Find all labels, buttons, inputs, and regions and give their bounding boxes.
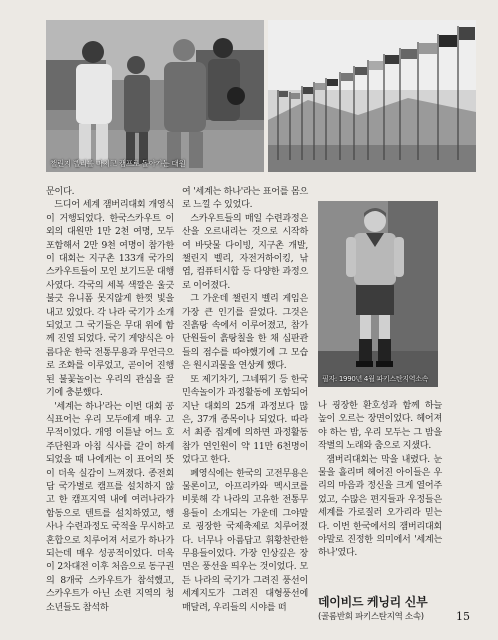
flags-photo <box>268 20 476 172</box>
article-column-1 <box>46 186 174 615</box>
page-number: 15 <box>456 610 470 623</box>
paragraph: '세계는 하나'라는 이번 대회 공식표어는 우리 모두에게 매우 고무적이었다. 개영 이튿날 어느 호주단원과 아침 식사를 같이 하게 되었을 때 나에게는 이 표어의 뜻이 더욱 실감이 느껴졌다. 종전회담 국가별로 캠프를 설치하지 않고 한 캠프지역 내에 여러나라가 함동으로 텐트를 설치하였고, 행사나 수련과정도 국적을 무시하고 혼합으로 치루어져 서로가 하나가 되는데 매우 성공적이었다. 더욱이 2차대전 이후 처음으로 동구권의 8개국 스카우트가 참석했고, 스카우트가 아닌 소련 지역의 청소년들도 참석하 <box>46 401 174 613</box>
scouts-walking-photo <box>46 20 264 172</box>
author-name: 데이비드 케닝리 신부 <box>318 595 428 609</box>
paragraph: 드디어 세계 잼버리대회 개영식이 거행되었다. 한국스카우트 이외의 대원만 1만 2천 여명, 모두 포함해서 2만 9천 여명이 참가한 이 대회는 지구촌 133개 국가의 스카우트들이 모인 보기드문 대행사였다. 각국의 세복 색깔은 울긋불긋 유니폼 못지않게 한껏 빛을 내고 있었다. 각 나라 국기가 소개되었고 그 국기들은 무대 위에 함께 진열 되었다. 국기 게양식은 아름다운 한국 전통무용과 무언극으로 조화를 이루었고, 곧이어 진행된 불꽃놀이는 우리의 관심을 끌기에 충분했다. <box>46 200 174 399</box>
paragraph: 그 가운데 챌린지 벨리 게임은 가장 큰 인기를 끌었다. 그것은 진흙탕 속에서 이루어졌고, 참가 단원들이 흙탕칠을 한 채 심판관들의 점수를 따야했기에 그 모습은 원시괴물을 연상케 했다. <box>182 294 308 372</box>
paragraph: 문이다. <box>46 187 75 197</box>
flags-illustration <box>268 20 476 172</box>
paragraph: 여 '세계는 하나'라는 표어를 몸으로 느낄 수 있었다. <box>182 187 309 211</box>
article-column-2 <box>182 186 308 615</box>
photo-caption: 챌린지 벨리를 마치고 캠프로 돌아가는 대원 <box>50 159 186 168</box>
article-column-3 <box>318 400 442 561</box>
author-illustration <box>318 201 438 387</box>
author-affiliation: (골롬반회 파키스탄지역 소속) <box>318 612 424 622</box>
paragraph: 잼버리대회는 막을 내렸다. 눈물을 흘리며 헤어진 아이들은 우리의 마음과 정신을 크게 열어주었고, 수많은 편지들과 우정들은 세계를 가로질러 오가리라 믿는다. 이번 한국에서의 잼버리대회야말로 진정한 의미에서 '세계는 하나'였다. <box>318 454 442 559</box>
paragraph: 또 제기차기, 그네뛰기 등 한국 민속놀이가 과정활동에 포함되어 지난 대회의 25개 과정보다 많은, 37개 종목이나 되었다. 따라서 최종 집계에 의하면 과정활동 참가 연인원이 약 11만 6천명이었다고 한다. <box>182 374 308 466</box>
scouts-walking-illustration <box>46 20 264 172</box>
paragraph: 폐영식에는 한국의 고전무용은 물론이고, 아프리카와 멕시코를 비롯해 각 나라의 고유한 전통무용들이 소개되는 가운데 그야말로 굉장한 국제축제로 치루어졌다. 너무나 아름답고 휘황찬란한 무용들이었다. 가장 인상깊은 장면은 풍선을 띄우는 것이었다. 모든 나라의 국기가 그려진 풍선이 세계지도가 그려진 대형풍선에 매달려, 우리들의 시야를 떠 <box>182 468 308 613</box>
paragraph: 스카우트들의 매일 수련과정은 산을 오르내리는 것으로 시작하여 바닷물 다이빙, 지구촌 개발, 챌린지 벨리, 자전거하이킹, 낚엽, 컴퓨터시합 등 다양한 과정으로 이어졌다. <box>182 213 308 291</box>
author-photo <box>318 201 438 387</box>
author-photo-caption: 필자: 1990년 4월 파키스탄지역소속 <box>322 375 429 383</box>
paragraph: 나 굉장한 환호성과 함께 하늘 높이 오르는 장면이었다. 헤어져야 하는 밤, 우리 모두는 그 밤을 작별의 노래와 춤으로 지샜다. <box>318 401 442 452</box>
